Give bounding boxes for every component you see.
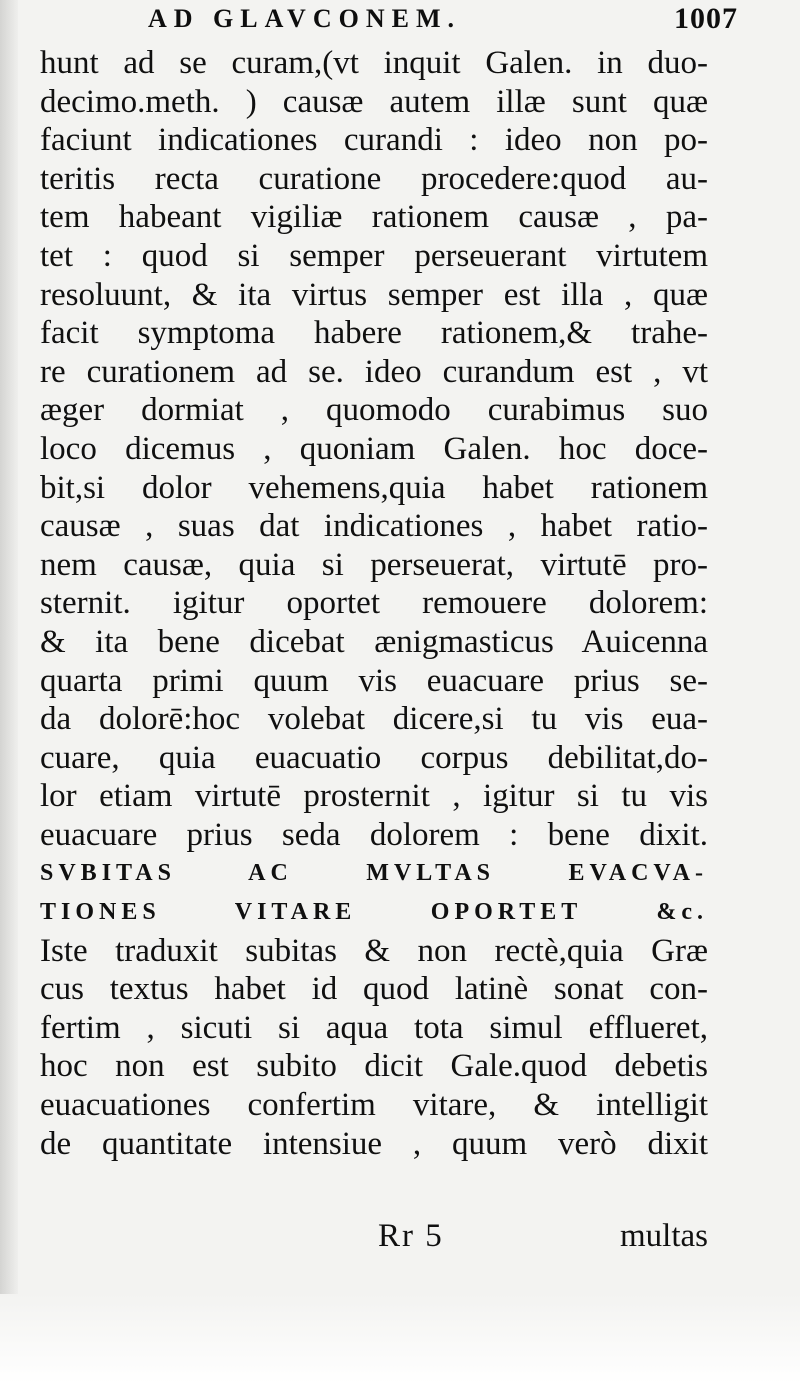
text-line: facit symptoma habere rationem,& trahe- — [40, 315, 708, 352]
section-heading-line: TIONES VITARE OPORTET &c. — [40, 899, 708, 926]
body-text — [40, 44, 708, 1163]
text-line: hunt ad se curam,(vt inquit Galen. in duo- — [40, 45, 708, 81]
text-line: faciunt indicationes curandi : ideo non po- — [40, 122, 708, 159]
page-bottom-margin — [0, 1294, 800, 1384]
text-line: fertim , sicuti si aqua tota simul efflueret, — [40, 1009, 708, 1046]
text-line: Iste traduxit subitas & non rectè,quia Græ — [40, 932, 708, 969]
text-line: cus textus habet id quod latinè sonat con- — [40, 971, 708, 1008]
text-line: causæ , suas dat indicationes , habet ratio- — [40, 508, 708, 545]
text-line: hoc non est subito dicit Gale.quod debetis — [40, 1048, 708, 1085]
section-heading-line: SVBITAS AC MVLTAS EVACVA- — [40, 860, 708, 887]
running-head: AD GLAVCONEM. — [148, 4, 461, 33]
text-line: decimo.meth. ) causæ autem illæ sunt quæ — [40, 83, 708, 120]
page-footer — [40, 1218, 708, 1258]
text-line: teritis recta curatione procedere:quod au- — [40, 160, 708, 197]
text-line: lor etiam virtutē prosternit , igitur si tu vis — [40, 778, 708, 815]
text-line: re curationem ad se. ideo curandum est , vt — [40, 353, 708, 390]
scan-shadow-left — [0, 0, 18, 1384]
text-line: loco dicemus , quoniam Galen. hoc doce- — [40, 430, 708, 467]
text-line: euacuare prius seda dolorem : bene dixit. — [40, 816, 708, 853]
text-line: bit,si dolor vehemens,quia habet rationem — [40, 469, 708, 506]
page-header — [148, 2, 738, 38]
text-line: æger dormiat , quomodo curabimus suo — [40, 392, 708, 429]
text-line: de quantitate intensiue , quum verò dixit — [40, 1125, 708, 1162]
text-line: quarta primi quum vis euacuare prius se- — [40, 662, 708, 699]
signature-mark: Rr 5 — [378, 1218, 444, 1254]
text-line: euacuationes confertim vitare, & intelligit — [40, 1087, 708, 1124]
text-line: nem causæ, quia si perseuerat, virtutē pro- — [40, 546, 708, 583]
text-line: & ita bene dicebat ænigmasticus Auicenna — [40, 623, 708, 660]
text-line: tet : quod si semper perseuerant virtutem — [40, 237, 708, 274]
text-line: cuare, quia euacuatio corpus debilitat,do- — [40, 739, 708, 776]
catchword: multas — [620, 1218, 708, 1254]
text-line: resoluunt, & ita virtus semper est illa , quæ — [40, 276, 708, 313]
text-line: da dolorē:hoc volebat dicere,si tu vis eua- — [40, 701, 708, 738]
page-number: 1007 — [674, 2, 738, 35]
text-line: sternit. igitur oportet remouere dolorem: — [40, 585, 708, 622]
text-line: tem habeant vigiliæ rationem causæ , pa- — [40, 199, 708, 236]
